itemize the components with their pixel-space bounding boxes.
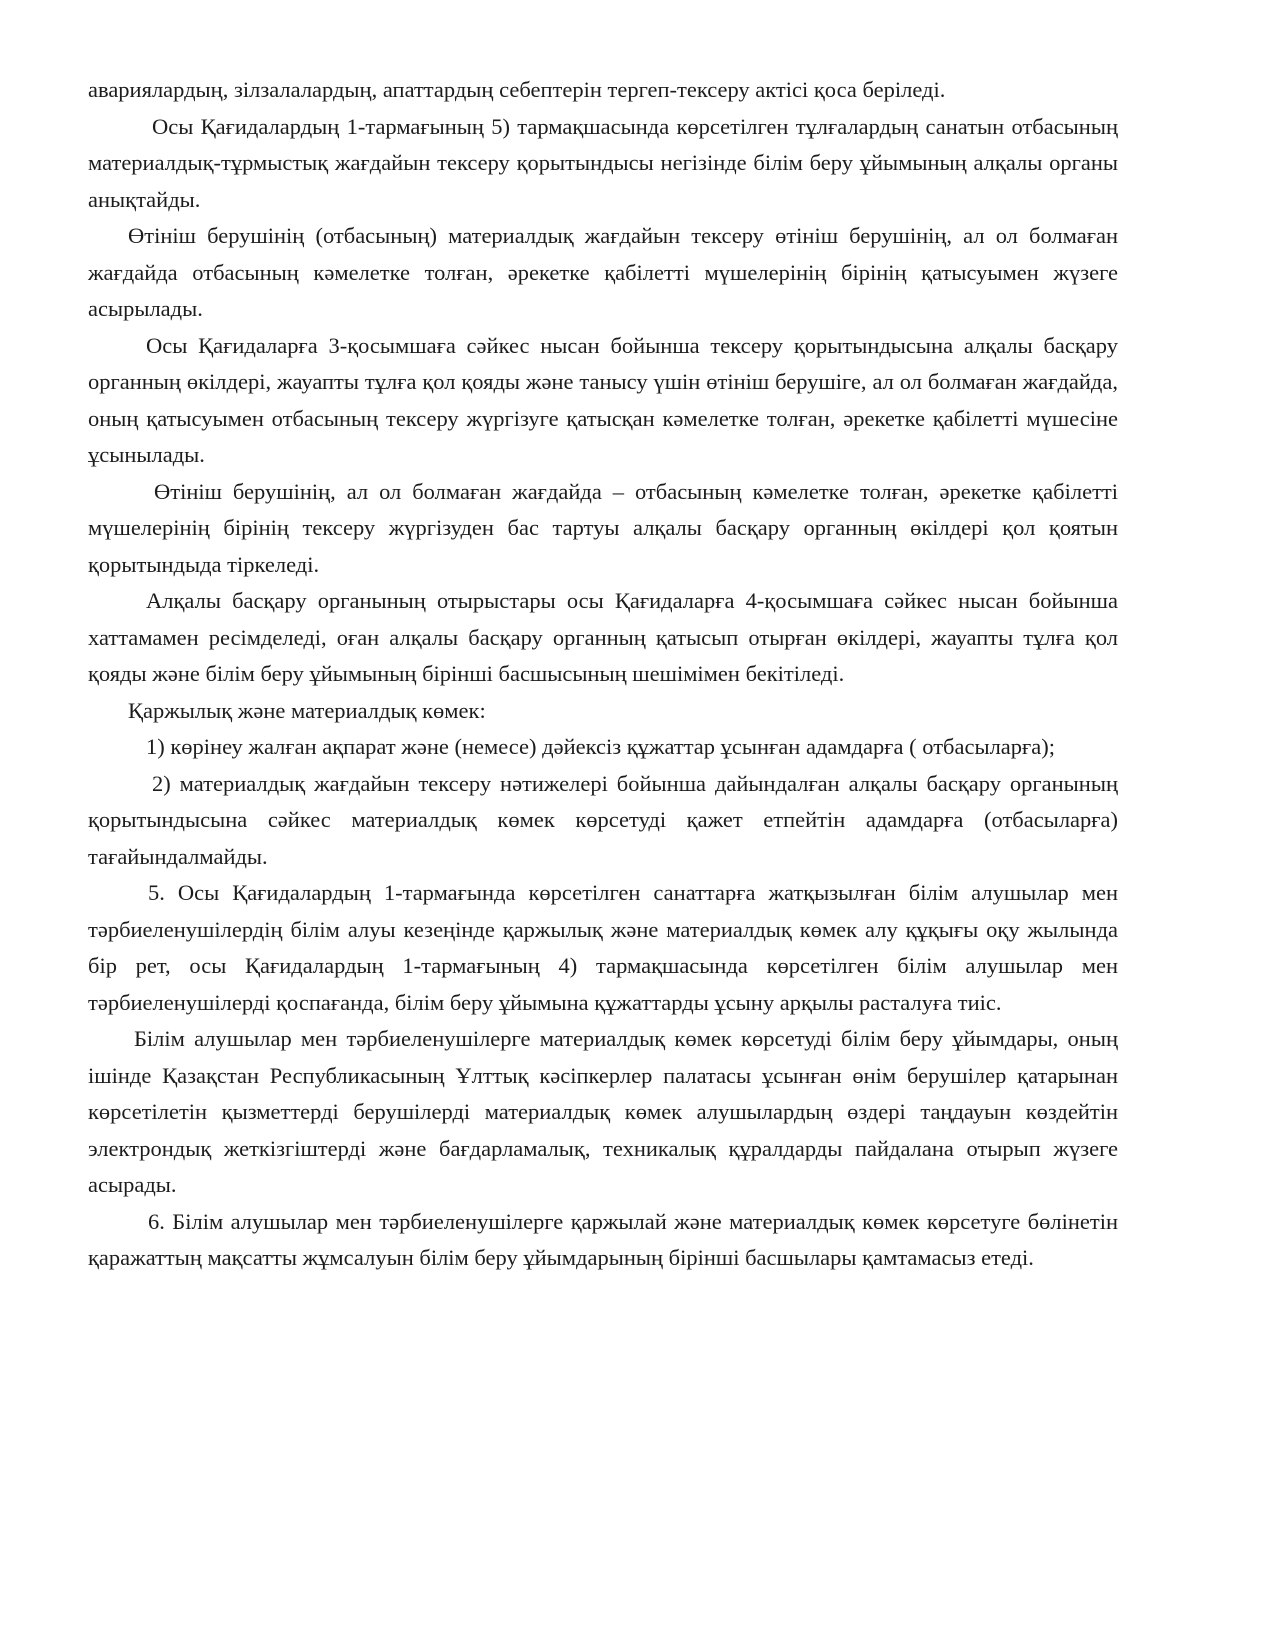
- paragraph-clause-6: 6. Білім алушылар мен тәрбиеленушілерге қаржылай және материалдық көмек көрсетуге бөлінетін қаражаттың мақсатты жұмсалуын білім беру ұйымдарының бірінші басшылары қамтамасыз етеді.: [88, 1208, 1118, 1270]
- paragraph-category-determination: Осы Қағидалардың 1-тармағының 5) тармақшасында көрсетілген тұлғалардың санатын отбасының материалдық-тұрмыстық жағдайын тексеру қорытындысы негізінде білім беру ұйымының алқалы органы анықтайды.: [88, 113, 1118, 212]
- paragraph-inspection-participation: Өтініш берушінің (отбасының) материалдық жағдайын тексеру өтініш берушінің, ал ол болмаған жағдайда отбасының кәмелетке толған, әрекетке қабілетті мүшелерінің бірінің қатысуымен жүзеге асырылады.: [88, 223, 1118, 321]
- paragraph-refusal-record: Өтініш берушінің, ал ол болмаған жағдайда – отбасының кәмелетке толған, әрекетке қабілетті мүшелерінің бірінің тексеру жүргізуден бас тартуы алқалы басқару органның өкілдері қол қоятын қорытындыда тіркеледі.: [88, 478, 1118, 577]
- list-item-2: 2) материалдық жағдайын тексеру нәтижелері бойынша дайындалған алқалы басқару органының қорытындысына сәйкес материалдық көмек көрсетуді қажет етпейтін адамдарға (отбасыларға) тағайындалмайды.: [88, 770, 1118, 869]
- list-item-1: 1) көрінеу жалған ақпарат және (немесе) дәйексіз құжаттар ұсынған адамдарға ( отбасыларға);: [146, 734, 1055, 759]
- paragraph-inspection-conclusion: Осы Қағидаларға 3-қосымшаға сәйкес нысан бойынша тексеру қорытындысына алқалы басқару органның өкілдері, жауапты тұлға қол қояды және танысу үшін өтініш берушіге, ал ол болмаған жағдайда, оның қатысуымен отбасының тексеру жүргізуге қатысқан кәмелетке толған, әрекетке қабілетті мүшесіне ұсынылады.: [88, 332, 1118, 467]
- document-page: [88, 72, 1118, 1277]
- paragraph-clause-5: 5. Осы Қағидалардың 1-тармағында көрсетілген санаттарға жатқызылған білім алушылар мен тәрбиеленушілердің білім алуы кезеңінде қаржылық және материалдық көмек алу құқығы оқу жылында бір рет, осы Қағидалардың 1-тармағының 4) тармақшасында көрсетілген білім алушылар мен тәрбиеленушілерді қоспағанда, білім беру ұйымына құжаттарды ұсыну арқылы расталуға тиіс.: [88, 880, 1118, 1015]
- paragraph-accident-act: аварияларды​ң, зілзалалардың, апаттардың себептерін тергеп-тексеру актісі қоса беріледі.: [88, 77, 946, 102]
- paragraph-aid-heading: Қаржылық және материалдық көмек:: [128, 697, 486, 723]
- paragraph-electronic-means: Білім алушылар мен тәрбиеленушілерге материалдық көмек көрсетуді білім беру ұйымдары, оның ішінде Қазақстан Республикасының Ұлттық кәсіпкерлер палатасы ұсынған өнім берушілер қатарынан көрсетілетін қызметтерді берушілерді материалдық көмек алушылардың өздері таңдауын көздейтін электрондық жеткізгіштерді және бағдарламалық, техникалық құралдарды пайдалана отырып жүзеге асырады.: [88, 1026, 1118, 1197]
- paragraph-board-meetings: Алқалы басқару органының отырыстары осы Қағидаларға 4-қосымшаға сәйкес нысан бойынша хаттамамен ресімделеді, оған алқалы басқару органның қатысып отырған өкілдері, жауапты тұлға қол қояды және білім беру ұйымының бірінші басшысының шешімімен бекітіледі.: [88, 588, 1118, 686]
